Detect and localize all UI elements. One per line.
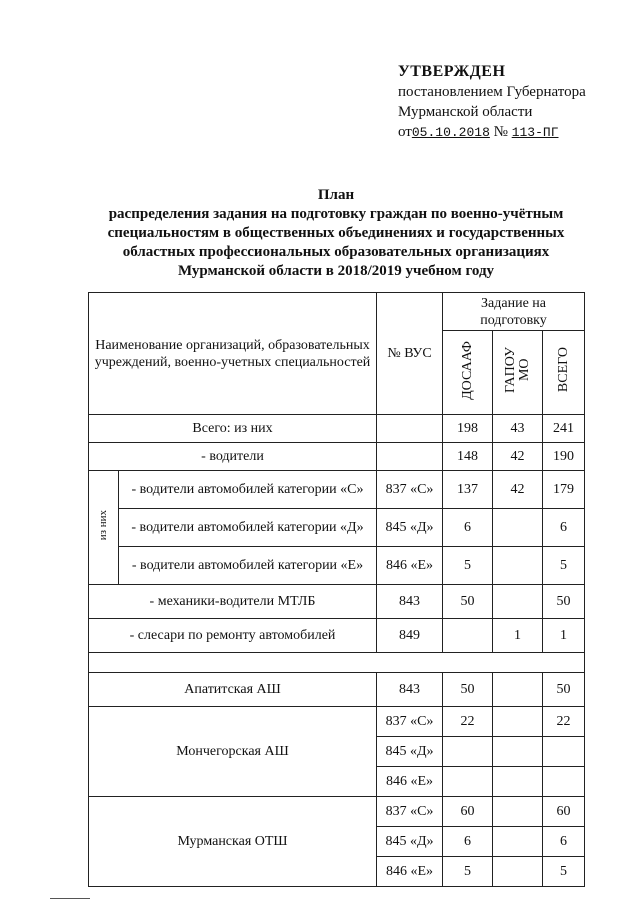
row-dosaaf: 5 (443, 857, 493, 887)
header-total-label: ВСЕГО (556, 347, 572, 393)
table-row-apatity (89, 673, 585, 707)
header-dosaaf-label: ДОСААФ (460, 340, 476, 400)
row-vus: 845 «Д» (377, 827, 443, 857)
row-dosaaf (443, 619, 493, 653)
row-total (543, 737, 585, 767)
row-gapou: 43 (493, 415, 543, 443)
title-line-4: областных профессиональных образовательных организациях (122, 244, 550, 260)
table-row-murmansk-1 (89, 797, 585, 827)
table-row-cat-c (89, 471, 585, 509)
approval-heading: УТВЕРЖДЕН (398, 63, 506, 80)
number-prefix: № (493, 124, 508, 140)
monchegorsk-name: Мончегорская АШ (89, 707, 377, 797)
approval-number: 113-ПГ (511, 125, 559, 140)
row-gapou (493, 827, 543, 857)
document-title (88, 186, 584, 281)
header-total (543, 331, 585, 415)
row-vus (377, 443, 443, 471)
header-name: Наименование организаций, образовательных учреждений, военно-учетных специальностей (89, 293, 377, 415)
row-total: 241 (543, 415, 585, 443)
row-vus: 843 (377, 585, 443, 619)
row-vus: 845 «Д» (377, 737, 443, 767)
title-line-5: Мурманской области в 2018/2019 учебном году (177, 263, 495, 279)
row-dosaaf (443, 737, 493, 767)
row-dosaaf: 148 (443, 443, 493, 471)
date-prefix: от (398, 124, 412, 140)
murmansk-name: Мурманская ОТШ (89, 797, 377, 887)
table-row-cat-d (89, 509, 585, 547)
header-gapou-label (504, 347, 532, 393)
row-dosaaf (443, 767, 493, 797)
title-line-3: специальностям в общественных объединениях и государственных (107, 225, 565, 241)
table-row-mechanics (89, 585, 585, 619)
row-gapou (493, 767, 543, 797)
approval-block (398, 62, 586, 143)
row-vus: 846 «Е» (377, 547, 443, 585)
approval-line-2: Мурманской области (398, 104, 533, 120)
table-row-drivers (89, 443, 585, 471)
bottom-divider (50, 898, 90, 899)
header-task: Задание на подготовку (443, 293, 585, 331)
row-total: 6 (543, 827, 585, 857)
approval-date-line (398, 122, 586, 143)
header-row (89, 293, 585, 331)
row-gapou (493, 707, 543, 737)
title-line-1: План (317, 187, 355, 203)
approval-line-1: постановлением Губернатора (398, 84, 586, 100)
row-vus: 837 «С» (377, 797, 443, 827)
row-dosaaf: 198 (443, 415, 493, 443)
row-total: 179 (543, 471, 585, 509)
table-row-monchegorsk-1 (89, 707, 585, 737)
row-vus: 837 «С» (377, 707, 443, 737)
row-dosaaf: 137 (443, 471, 493, 509)
row-gapou (493, 585, 543, 619)
row-total: 6 (543, 509, 585, 547)
row-vus (377, 415, 443, 443)
row-gapou (493, 857, 543, 887)
row-total: 5 (543, 857, 585, 887)
row-name: Всего: из них (89, 415, 377, 443)
table-row-cat-e (89, 547, 585, 585)
of-them-label: из них (97, 509, 109, 541)
row-name: - механики-водители МТЛБ (89, 585, 377, 619)
row-name: - водители автомобилей категории «Е» (119, 547, 377, 585)
title-line-2: распределения задания на подготовку граждан по военно-учётным (108, 206, 564, 222)
row-gapou: 42 (493, 443, 543, 471)
row-name: - водители автомобилей категории «С» (119, 471, 377, 509)
row-dosaaf: 22 (443, 707, 493, 737)
table-row-repair (89, 619, 585, 653)
row-vus: 846 «Е» (377, 767, 443, 797)
header-dosaaf (443, 331, 493, 415)
table-row-total (89, 415, 585, 443)
row-vus: 843 (377, 673, 443, 707)
row-dosaaf: 50 (443, 585, 493, 619)
row-dosaaf: 50 (443, 673, 493, 707)
row-name: - водители автомобилей категории «Д» (119, 509, 377, 547)
row-gapou (493, 673, 543, 707)
row-gapou (493, 797, 543, 827)
header-gapou-line1: ГАПОУ (502, 346, 518, 394)
row-gapou (493, 509, 543, 547)
row-gapou: 42 (493, 471, 543, 509)
row-name: - слесари по ремонту автомобилей (89, 619, 377, 653)
header-gapou (493, 331, 543, 415)
row-total: 1 (543, 619, 585, 653)
row-total: 22 (543, 707, 585, 737)
row-name: Апатитская АШ (89, 673, 377, 707)
row-dosaaf: 6 (443, 509, 493, 547)
row-vus: 845 «Д» (377, 509, 443, 547)
row-gapou (493, 547, 543, 585)
row-vus: 837 «С» (377, 471, 443, 509)
row-dosaaf: 5 (443, 547, 493, 585)
row-vus: 849 (377, 619, 443, 653)
row-total: 50 (543, 673, 585, 707)
row-total: 190 (543, 443, 585, 471)
of-them-cell (89, 471, 119, 585)
row-dosaaf: 6 (443, 827, 493, 857)
approval-date: 05.10.2018 (411, 125, 490, 140)
spacer-row (89, 653, 585, 673)
row-gapou (493, 737, 543, 767)
row-total (543, 767, 585, 797)
header-vus: № ВУС (377, 293, 443, 415)
row-name: - водители (89, 443, 377, 471)
row-total: 60 (543, 797, 585, 827)
row-dosaaf: 60 (443, 797, 493, 827)
header-gapou-line2: МО (516, 358, 532, 382)
plan-table (88, 292, 585, 887)
row-gapou: 1 (493, 619, 543, 653)
row-vus: 846 «Е» (377, 857, 443, 887)
row-total: 50 (543, 585, 585, 619)
row-total: 5 (543, 547, 585, 585)
